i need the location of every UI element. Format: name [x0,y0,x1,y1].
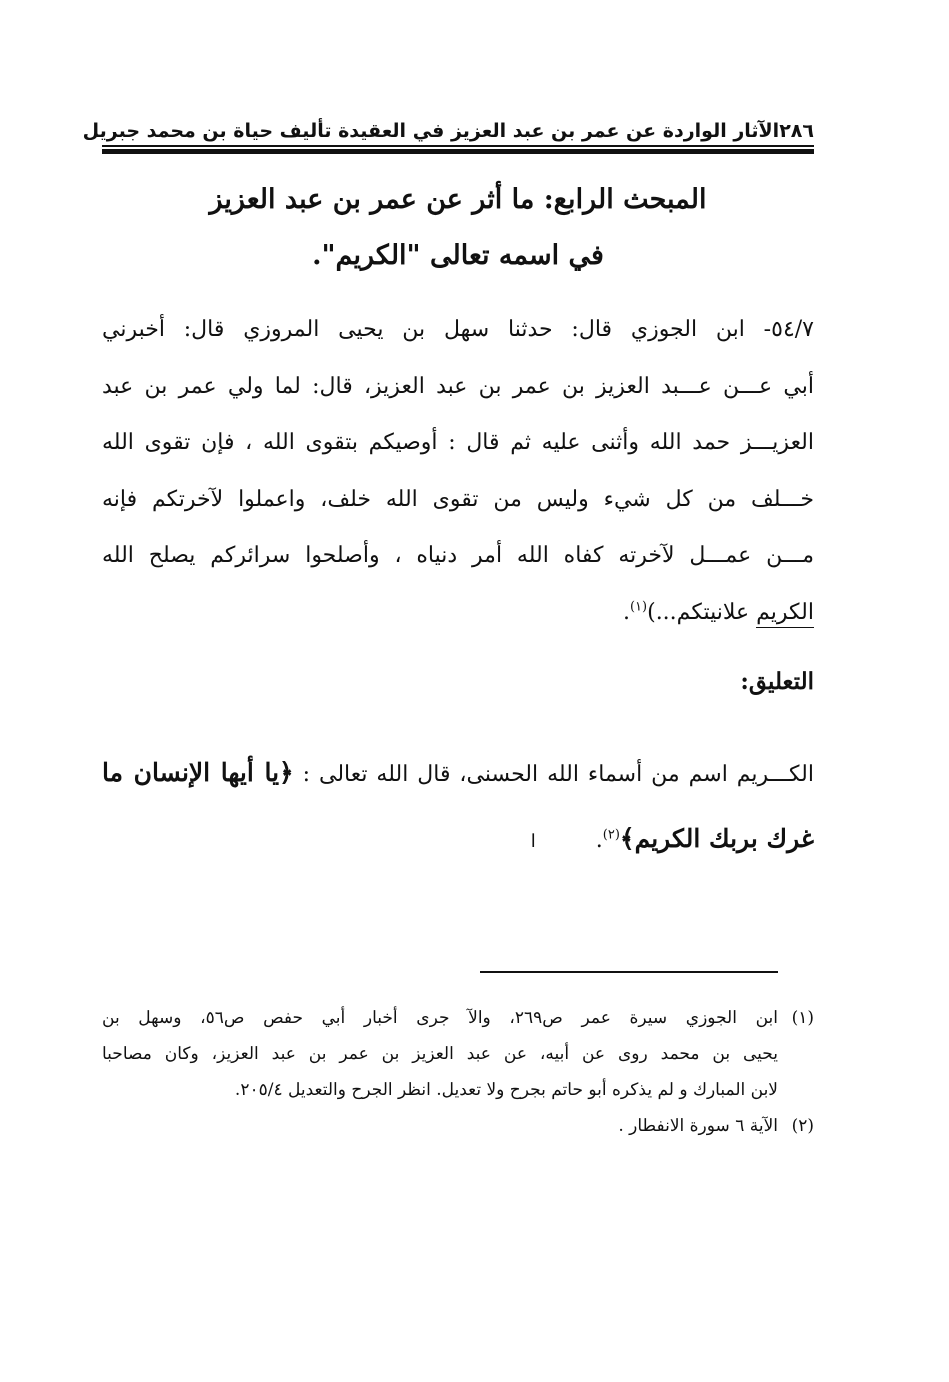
narration-line-1: ٥٤/٧- ابن الجوزي قال: حدثنا سهل بن يحيى المروزي قال: أخبرني [102,317,814,342]
footnote-1 [102,1000,814,1108]
page-number: ٢٨٦ [779,120,814,142]
stray-mark: ا [530,831,536,852]
header-rule-thin [102,145,814,147]
footnote-2 [102,1108,814,1144]
section-heading-line-2: في اسمه تعالى "الكريم". [312,240,604,271]
narration-line-3: العزيـــز حمد الله وأثنى عليه ثم قال : أوصيكم بتقوى الله ، فإن تقوى الله [102,430,814,455]
footnote-1-line-2: يحيى بن محمد روى عن أبيه، عن عبد العزيز بن عمر بن عبد العزيز، وكان مصاحبا [102,1044,778,1064]
narration-line-2: أبي عـــن عـــبد العزيز بن عمر بن عبد العزيز، قال: لما ولي عمر بن عبد [102,373,814,399]
footnotes [102,1000,814,1144]
narration-line-6 [102,585,814,642]
header-rule-thick [102,149,814,154]
commentary-paragraph [102,740,814,872]
narration-line-6-text: علانيتكم...) [647,599,757,625]
quran-verse-part-1: ﴿يا أيها الإنسان ما [102,758,294,787]
footnote-1-line-1-text: ابن الجوزي سيرة عمر ص٢٦٩، والآ جرى أخبار أبي حفص ص٥٦، وسهل بن [102,1008,778,1028]
commentary-line-2 [102,806,814,872]
narration-line-5: مـــن عمـــل لآخرته كفاه الله أمر دنياه ، وأصلحوا سرائركم يصلح الله [102,543,814,568]
commentary-line-1-text: الكـــريم اسم من أسماء الله الحسنى، قال الله تعالى : [293,762,814,787]
commentary-line-2-end: . [595,828,603,853]
underlined-word: الكريم [756,600,814,628]
footnote-separator [480,971,778,973]
narration-line-6-end: . [622,599,630,625]
narration-line-4: خـــلف من كل شيء وليس من تقوى الله خلف، واعملوا لآخرتكم فإنه [102,486,814,512]
narration-paragraph [102,302,814,641]
footnote-1-line-1 [102,1000,814,1036]
footnote-2-line-1-text: الآية ٦ سورة الانفطار . [618,1116,778,1136]
running-header-title: الآثار الواردة عن عمر بن عبد العزيز في العقيدة تأليف حياة بن محمد جبريل [82,120,780,142]
quran-verse-part-2: غرك بربك الكريم﴾ [619,824,814,853]
footnote-1-number: (١) [791,1008,814,1028]
commentary-line-1 [102,740,814,806]
footnote-ref-2[interactable]: (٢) [602,827,620,843]
running-header [82,108,814,142]
section-heading [102,172,814,284]
footnote-ref-1[interactable]: (١) [629,599,648,615]
section-heading-line-1: المبحث الرابع: ما أثر عن عمر بن عبد العزيز [209,184,707,215]
footnote-2-line-1 [102,1108,814,1144]
commentary-label: التعليق: [740,668,814,695]
footnote-2-number: (٢) [791,1116,814,1136]
footnote-1-line-3: لابن المبارك و لم يذكره أبو حاتم بجرح ولا تعديل. انظر الجرح والتعديل ٢٠٥/٤. [234,1080,778,1100]
